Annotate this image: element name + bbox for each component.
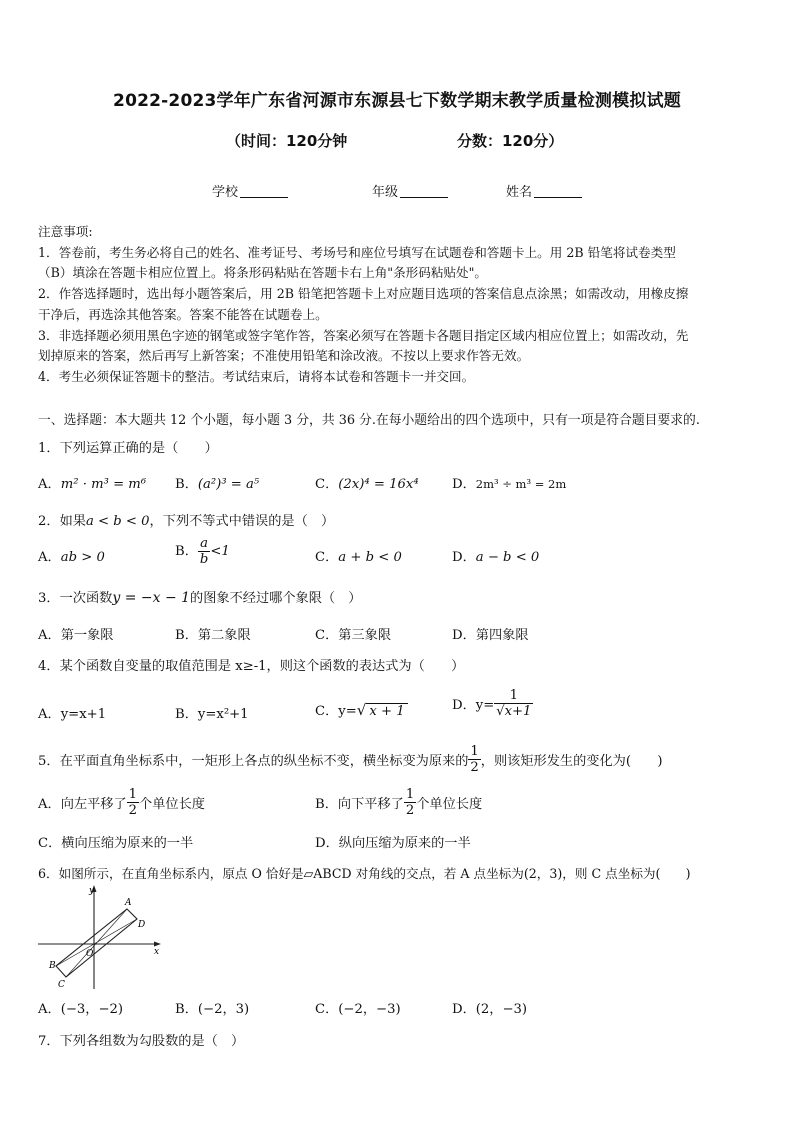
q2-option-b: B． $\frac{a}{b}$ <1 xyxy=(175,536,230,567)
q6-stem: 6．如图所示，在直角坐标系内，原点 O 恰好是▱ABCD 对角线的交点，若 A 点坐标为(2，3)，则 C 点坐标为( ) xyxy=(38,866,691,881)
notes-heading: 注意事项: xyxy=(38,224,93,239)
page-title: 2022-2023学年广东省河源市东源县七下数学期末教学质量检测模拟试题 xyxy=(113,91,681,111)
q6-option-a: A．(−3，−2) xyxy=(38,1002,124,1017)
school-field xyxy=(212,181,288,200)
point-b-label: B xyxy=(49,961,56,971)
notes-line: 2．作答选择题时，选出每小题答案后，用 2B 铅笔把答题卡上对应题目选项的答案信息点涂黑；如需改动，用橡皮擦 xyxy=(38,286,689,302)
diagonal-ac xyxy=(66,909,127,977)
q6-option-d: D．(2，−3) xyxy=(452,1002,528,1017)
q3-option-d: D．第四象限 xyxy=(452,628,529,643)
time-limit: （时间：120分钟 xyxy=(226,132,348,150)
q5-option-d: D．纵向压缩为原来的一半 xyxy=(315,836,471,851)
grade-field xyxy=(372,181,448,200)
q2-option-d: D．a − b < 0 xyxy=(452,550,540,565)
q7-stem: 7．下列各组数为勾股数的是（ ） xyxy=(38,1034,245,1049)
name-label: 姓名 xyxy=(506,185,533,200)
origin-label: O xyxy=(86,949,94,959)
q3-stem: 3．一次函数y = −x − 1的图象不经过哪个象限（ ） xyxy=(38,590,362,606)
point-d-label: D xyxy=(138,920,146,930)
grade-blank xyxy=(400,183,448,198)
q2-option-a: A．ab > 0 xyxy=(38,550,105,565)
q2-option-c: C．a + b < 0 xyxy=(315,550,402,565)
q5-option-a: A．向左平移了 $\frac{1}{2}$ 个单位长度 xyxy=(38,787,205,818)
notes-line: 4．考生必须保证答题卡的整洁。考试结束后，请将本试卷和答题卡一并交回。 xyxy=(38,368,475,384)
q5-option-b: B．向下平移了 $\frac{1}{2}$ 个单位长度 xyxy=(315,787,483,818)
name-blank xyxy=(534,183,582,198)
q1-option-c: C．(2x)⁴ = 16x⁴ xyxy=(315,477,419,492)
q4-option-d: D．y= $\frac{1}{√x+1}$ xyxy=(452,688,532,719)
q4-stem: 4．某个函数自变量的取值范围是 x≥-1，则这个函数的表达式为（ ） xyxy=(38,659,465,674)
q1-option-b: B．(a²)³ = a⁵ xyxy=(175,477,260,492)
notes-line: 1．答卷前，考生务必将自己的姓名、准考证号、考场号和座位号填写在试题卷和答题卡上。用 2B 铅笔将试卷类型 xyxy=(38,244,676,260)
q4-option-a: A．y=x+1 xyxy=(38,707,107,722)
school-label: 学校 xyxy=(212,185,239,200)
notes-line: （B）填涂在答题卡相应位置上。将条形码粘贴在答题卡右上角"条形码粘贴处"。 xyxy=(38,265,488,281)
q4-option-b: B．y=x²+1 xyxy=(175,707,249,722)
q2-stem: 2．如果a < b < 0，下列不等式中错误的是（ ） xyxy=(38,514,335,529)
q1-stem: 1．下列运算正确的是（ ） xyxy=(38,441,218,456)
point-c-label: C xyxy=(58,980,65,990)
notes-block xyxy=(38,222,688,388)
x-axis-label: x xyxy=(154,947,160,957)
q1-option-d: D．2m³ ÷ m³ = 2m xyxy=(452,477,567,492)
q3-option-b: B．第二象限 xyxy=(175,628,251,643)
section-heading: 一、选择题：本大题共 12 个小题，每小题 3 分，共 36 分.在每小题给出的四个选项中，只有一项是符合题目要求的. xyxy=(38,413,700,428)
q3-option-a: A．第一象限 xyxy=(38,628,114,643)
parallelogram-figure xyxy=(34,883,164,993)
school-blank xyxy=(240,183,288,198)
x-axis-arrow xyxy=(154,942,161,947)
q5-option-c: C．横向压缩为原来的一半 xyxy=(38,836,194,851)
diagonal-bd xyxy=(56,919,137,966)
notes-line: 干净后，再选涂其他答案。答案不能答在试题卷上。 xyxy=(38,306,328,322)
grade-label: 年级 xyxy=(372,185,399,200)
notes-line: 3．非选择题必须用黑色字迹的钢笔或签字笔作答，答案必须写在答题卡各题目指定区域内相应位置上；如需改动，先 xyxy=(38,327,689,343)
y-axis-label: y xyxy=(89,886,95,896)
q6-option-c: C．(−2，−3) xyxy=(315,1002,401,1017)
sqrt-symbol: √ xyxy=(356,701,367,719)
point-a-label: A xyxy=(125,898,132,908)
q5-stem: 5．在平面直角坐标系中，一矩形上各点的纵坐标不变，横坐标变为原来的 $\frac{1}{2}$ ，则该矩形发生的变化为( ) xyxy=(38,744,663,775)
notes-line: 划掉原来的答案，然后再写上新答案；不准使用铅笔和涂改液。不按以上要求作答无效。 xyxy=(38,348,530,364)
q6-option-b: B．(−2，3) xyxy=(175,1002,250,1017)
q4-option-c: C．y=√ x + 1 xyxy=(315,700,408,719)
q2-b-fraction: $\frac{a}{b}$ xyxy=(199,536,209,567)
q3-option-c: C．第三象限 xyxy=(315,628,392,643)
q1-option-a: A．m² · m³ = m⁶ xyxy=(38,477,147,492)
total-score: 分数：120分） xyxy=(457,132,564,150)
name-field xyxy=(506,181,582,200)
